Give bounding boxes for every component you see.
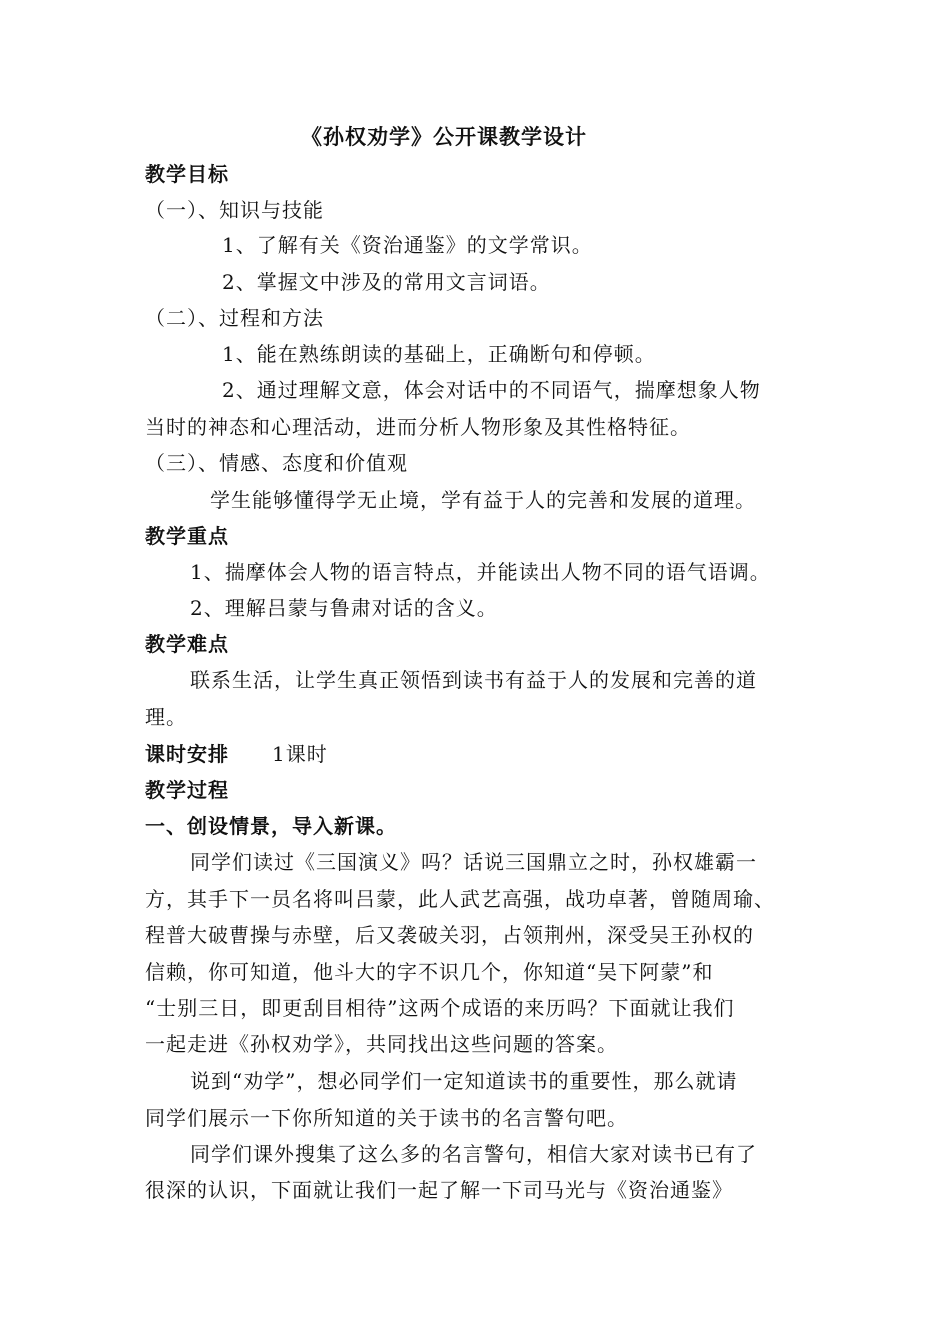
paragraph-2-line: 说到“劝学”，想必同学们一定知道读书的重要性，那么就请 — [190, 1069, 738, 1093]
paragraph-2-line: 同学们展示一下你所知道的关于读书的名言警句吧。 — [145, 1106, 628, 1130]
schedule-value: 1课时 — [272, 742, 328, 766]
paragraph-1-line: 同学们读过《三国演义》吗？话说三国鼎立之时，孙权雄霸一 — [190, 850, 757, 874]
paragraph-1-line: 程普大破曹操与赤壁，后又袭破关羽，占领荆州，深受吴王孙权的 — [145, 923, 754, 947]
key-points-heading: 教学重点 — [145, 524, 229, 548]
knowledge-item-1: 1、了解有关《资治通鉴》的文学常识。 — [222, 233, 593, 257]
paragraph-1-line: 信赖，你可知道，他斗大的字不识几个，你知道“吴下阿蒙”和 — [145, 960, 714, 984]
paragraph-3-line: 很深的认识，下面就让我们一起了解一下司马光与《资治通鉴》 — [145, 1178, 733, 1202]
emotion-item-1: 学生能够懂得学无止境，学有益于人的完善和发展的道理。 — [210, 488, 756, 512]
process-item-2-line-2: 当时的神态和心理活动，进而分析人物形象及其性格特征。 — [145, 415, 691, 439]
section-1-heading: 一、创设情景，导入新课。 — [145, 814, 397, 838]
objectives-heading: 教学目标 — [145, 162, 229, 186]
difficulties-heading: 教学难点 — [145, 632, 229, 656]
process-heading: （二）、过程和方法 — [145, 306, 324, 330]
procedure-heading: 教学过程 — [145, 778, 229, 802]
difficulties-line-2: 理。 — [145, 705, 187, 729]
schedule-heading: 课时安排 — [145, 742, 229, 766]
paragraph-1-line: “士别三日，即更刮目相待”这两个成语的来历吗？下面就让我们 — [145, 996, 735, 1020]
emotion-heading: （三）、情感、态度和价值观 — [145, 451, 408, 475]
paragraph-3-line: 同学们课外搜集了这么多的名言警句，相信大家对读书已有了 — [190, 1142, 757, 1166]
paragraph-1-line: 一起走进《孙权劝学》，共同找出这些问题的答案。 — [145, 1032, 618, 1056]
knowledge-heading: （一）、知识与技能 — [145, 198, 324, 222]
key-point-item-2: 2、理解吕蒙与鲁肃对话的含义。 — [190, 596, 498, 620]
knowledge-item-2: 2、掌握文中涉及的常用文言词语。 — [222, 270, 551, 294]
key-point-item-1: 1、揣摩体会人物的语言特点，并能读出人物不同的语气语调。 — [190, 560, 771, 584]
document-title: 《孙权劝学》公开课教学设计 — [301, 125, 587, 149]
process-item-1: 1、能在熟练朗读的基础上，正确断句和停顿。 — [222, 342, 656, 366]
difficulties-line-1: 联系生活，让学生真正领悟到读书有益于人的发展和完善的道 — [190, 668, 757, 692]
paragraph-1-line: 方，其手下一员名将叫吕蒙，此人武艺高强，战功卓著，曾随周瑜、 — [145, 887, 775, 911]
process-item-2-line-1: 2、通过理解文意，体会对话中的不同语气，揣摩想象人物 — [222, 378, 761, 402]
